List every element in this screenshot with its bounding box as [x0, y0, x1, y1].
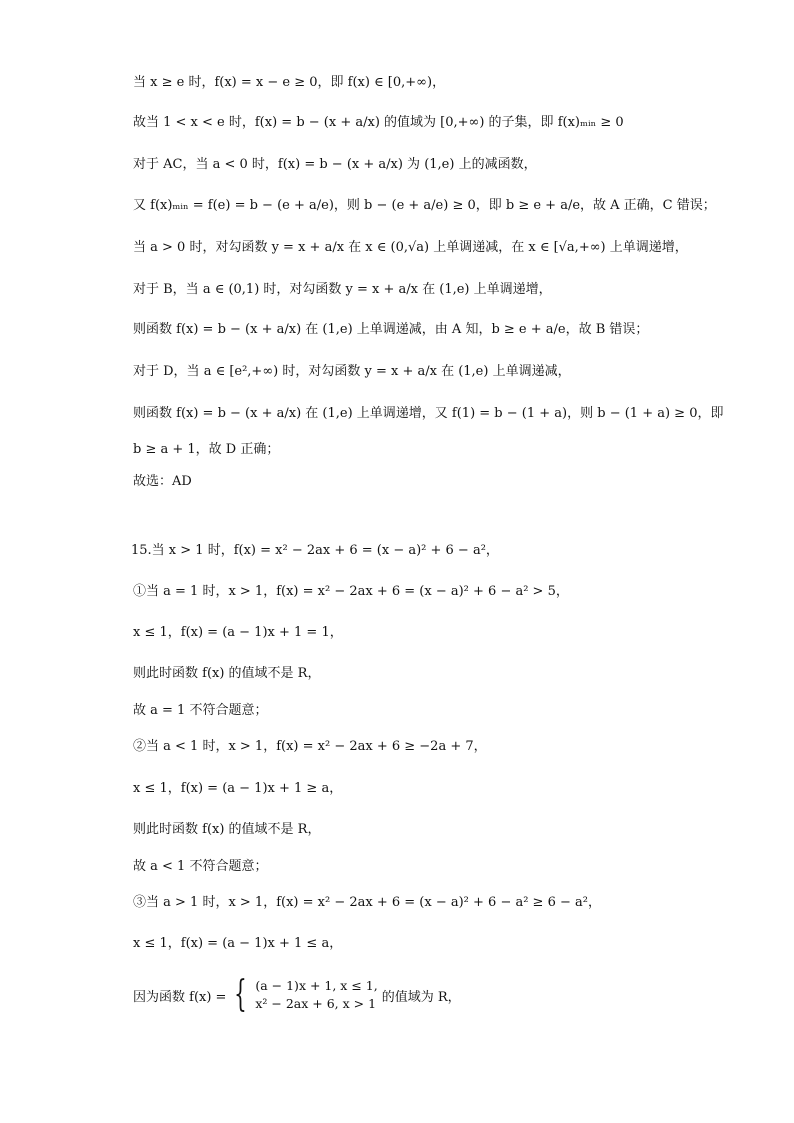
text-line: ①当 a = 1 时，x > 1，f(x) = x² − 2ax + 6 = (x − a)² + 6 − a² > 5，	[133, 584, 569, 599]
text-line: 故当 1 < x < e 时，f(x) = b − (x + a/x) 的值域为 [0,+∞) 的子集，即 f(x)ₘᵢₙ ≥ 0	[133, 115, 624, 130]
text-line: 则此时函数 f(x) 的值域不是 R，	[133, 666, 321, 681]
question-15-heading: 15.当 x > 1 时，f(x) = x² − 2ax + 6 = (x − a)² + 6 − a²，	[131, 543, 499, 558]
text-line: ③当 a > 1 时，x > 1，f(x) = x² − 2ax + 6 = (x − a)² + 6 − a² ≥ 6 − a²，	[133, 895, 601, 910]
piecewise-function-line	[133, 972, 461, 1018]
text-line: 对于 B，当 a ∈ (0,1) 时，对勾函数 y = x + a/x 在 (1,e) 上单调递增，	[133, 282, 552, 297]
text-line: 又 f(x)ₘᵢₙ = f(e) = b − (e + a/e)，则 b − (e + a/e) ≥ 0，即 b ≥ e + a/e，故 A 正确，C 错误；	[133, 198, 716, 213]
text-line: 故 a = 1 不符合题意；	[133, 703, 268, 718]
text-line: 则函数 f(x) = b − (x + a/x) 在 (1,e) 上单调递减，由 A 知，b ≥ e + a/e，故 B 错误；	[133, 322, 649, 337]
text-line: 当 a > 0 时，对勾函数 y = x + a/x 在 x ∈ (0,√a) 上单调递减，在 x ∈ [√a,+∞) 上单调递增，	[133, 240, 688, 255]
piecewise-prefix: 因为函数 f(x) =	[133, 989, 227, 1005]
text-line: b ≥ a + 1，故 D 正确；	[133, 442, 280, 457]
piecewise-cases	[255, 977, 377, 1013]
text-line: x ≤ 1，f(x) = (a − 1)x + 1 = 1，	[133, 625, 343, 640]
left-brace: {	[234, 974, 248, 1015]
text-line: 则此时函数 f(x) 的值域不是 R，	[133, 822, 321, 837]
text-line: 则函数 f(x) = b − (x + a/x) 在 (1,e) 上单调递增，又 f(1) = b − (1 + a)，则 b − (1 + a) ≥ 0，即	[133, 406, 724, 421]
text-line: 故选：AD	[133, 474, 192, 489]
text-line: x ≤ 1，f(x) = (a − 1)x + 1 ≥ a，	[133, 781, 343, 796]
text-line: 对于 D，当 a ∈ [e²,+∞) 时，对勾函数 y = x + a/x 在 (1,e) 上单调递减，	[133, 364, 571, 379]
text-line: 当 x ≥ e 时，f(x) = x − e ≥ 0，即 f(x) ∈ [0,+∞)，	[133, 75, 446, 90]
text-line: 故 a < 1 不符合题意；	[133, 859, 268, 874]
text-line: x ≤ 1，f(x) = (a − 1)x + 1 ≤ a，	[133, 936, 343, 951]
text-line: 对于 AC，当 a < 0 时，f(x) = b − (x + a/x) 为 (1,e) 上的减函数，	[133, 157, 537, 172]
piecewise-case-1: (a − 1)x + 1, x ≤ 1,	[255, 978, 378, 993]
text-line: ②当 a < 1 时，x > 1，f(x) = x² − 2ax + 6 ≥ −2a + 7，	[133, 739, 487, 754]
piecewise-case-2: x² − 2ax + 6, x > 1	[255, 996, 377, 1011]
piecewise-suffix: 的值域为 R，	[381, 989, 461, 1005]
